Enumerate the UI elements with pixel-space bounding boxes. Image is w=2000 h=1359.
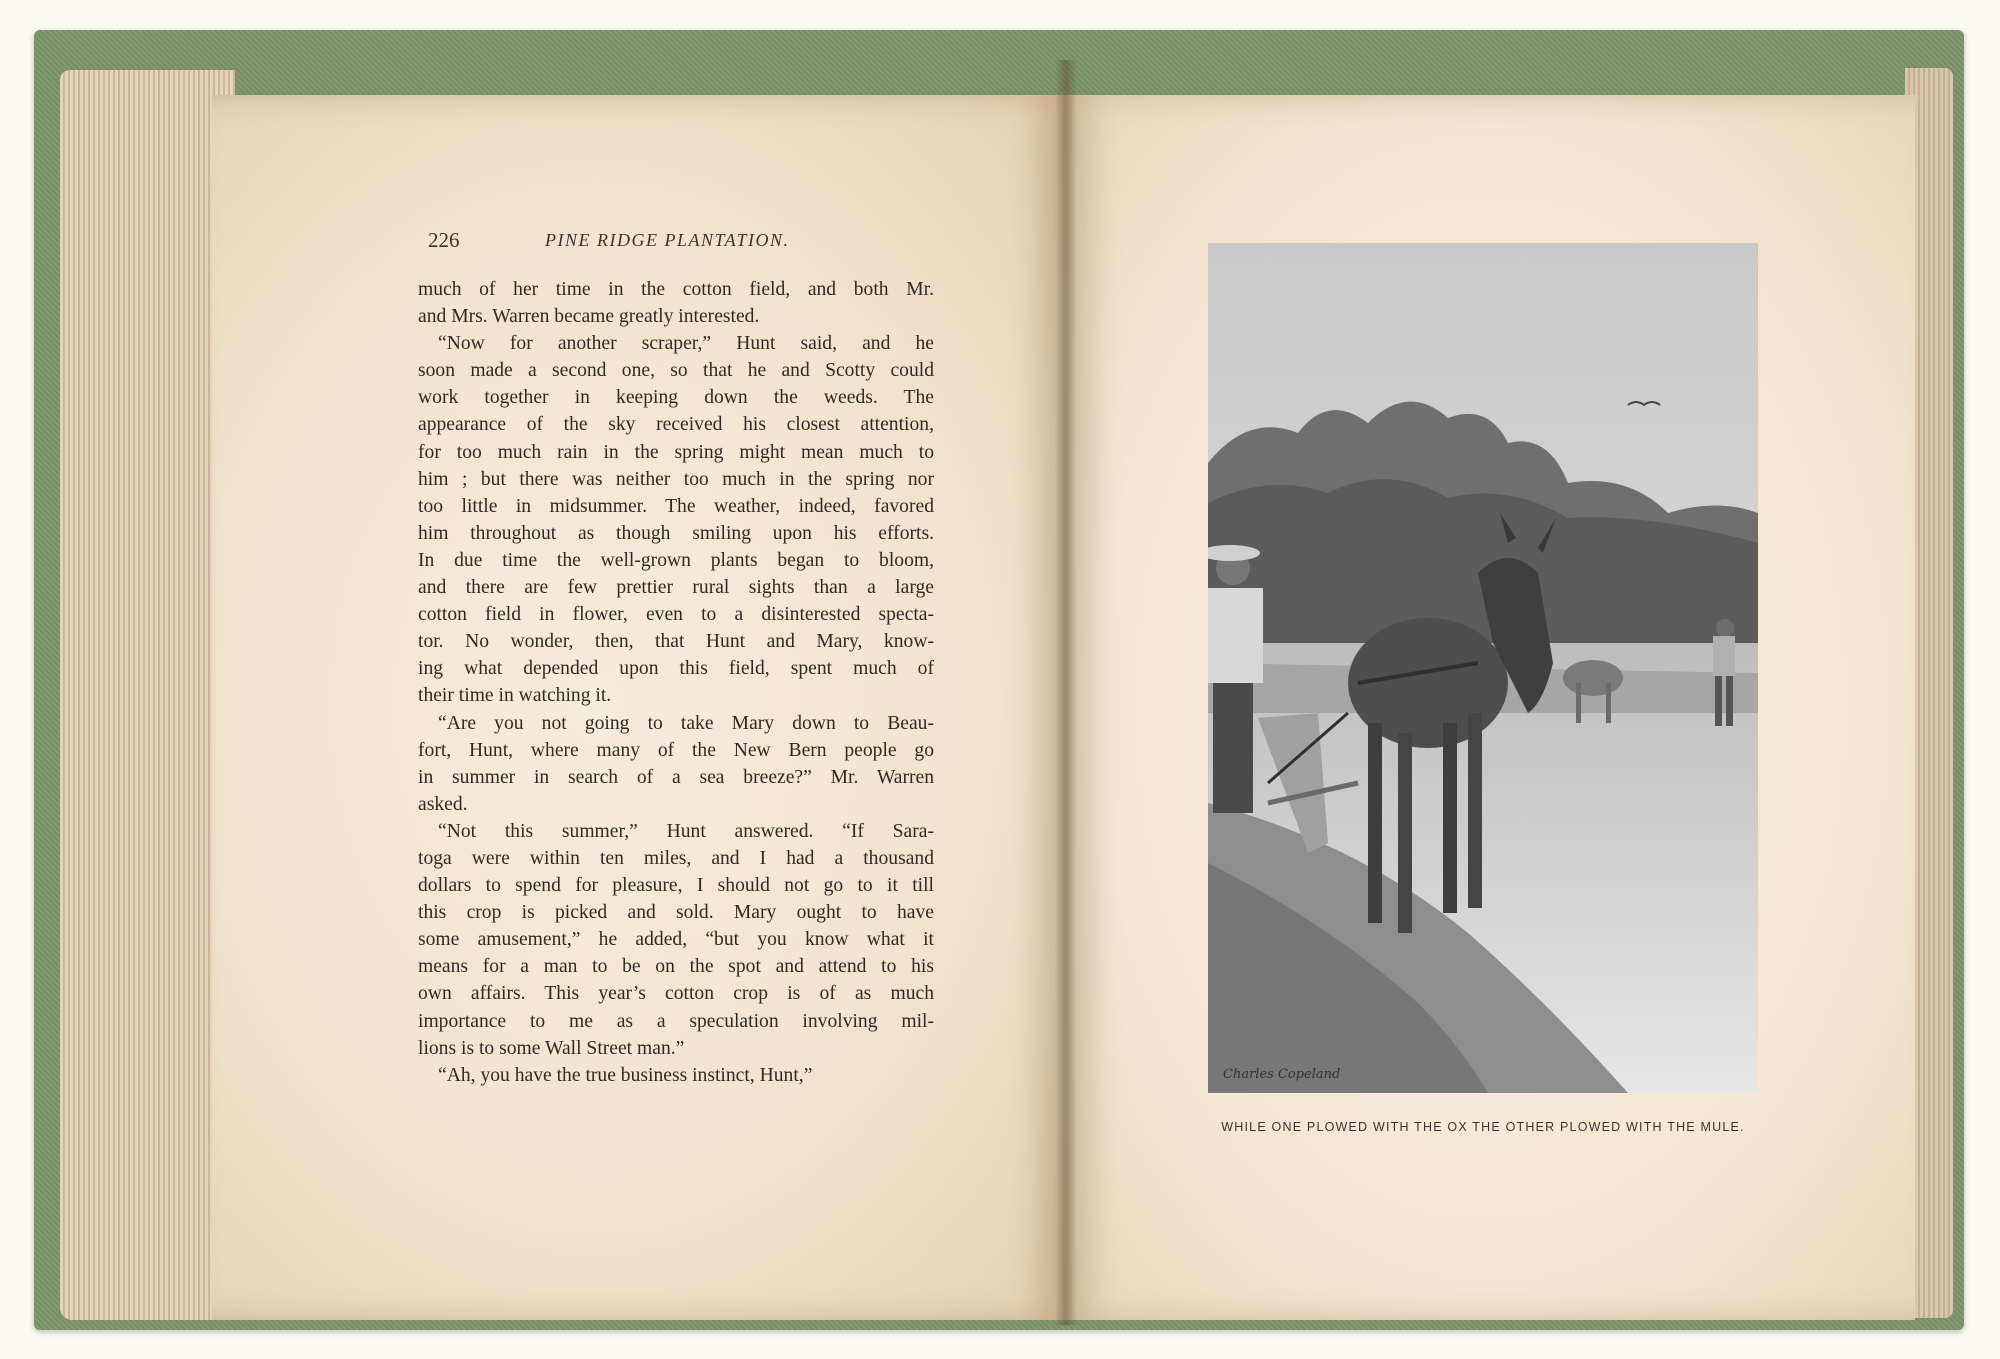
illustration-caption: WHILE ONE PLOWED WITH THE OX THE OTHER PLOWED WITH THE MULE. — [1221, 1120, 1745, 1134]
text-line: “Not this summer,” Hunt answered. “If Sara- — [438, 820, 934, 842]
body-text — [418, 276, 934, 1089]
text-line: some amusement,” he added, “but you know what it — [418, 929, 934, 951]
text-line: appearance of the sky received his closest attention, — [418, 414, 934, 436]
text-line: fort, Hunt, where many of the New Bern people go — [418, 739, 934, 761]
text-line: In due time the well-grown plants began to bloom, — [418, 549, 934, 571]
text-line: him throughout as though smiling upon his efforts. — [418, 522, 934, 544]
text-line: tor. No wonder, then, that Hunt and Mary, know- — [418, 631, 934, 653]
page-edges-left — [60, 70, 235, 1320]
text-line: him ; but there was neither too much in the spring nor — [418, 468, 934, 490]
running-head — [428, 228, 928, 258]
running-title: PINE RIDGE PLANTATION. — [545, 230, 790, 250]
text-line: cotton field in flower, even to a disinterested specta- — [418, 604, 934, 626]
text-line: asked. — [418, 793, 468, 815]
text-line: work together in keeping down the weeds. The — [418, 387, 934, 409]
text-line: and Mrs. Warren became greatly interested. — [418, 306, 760, 328]
text-line: “Now for another scraper,” Hunt said, and he — [438, 333, 934, 355]
text-line: their time in watching it. — [418, 685, 612, 707]
text-line: ing what depended upon this field, spent much of — [418, 658, 934, 680]
text-line: lions is to some Wall Street man.” — [418, 1037, 685, 1059]
spine-gutter — [1055, 60, 1077, 1325]
text-line: own affairs. This year’s cotton crop is of as much — [418, 983, 934, 1005]
text-line: “Ah, you have the true business instinct, Hunt,” — [438, 1064, 813, 1086]
plowing-illustration — [1208, 243, 1758, 1093]
text-line: soon made a second one, so that he and Scotty could — [418, 360, 934, 382]
text-line: toga were within ten miles, and I had a thousand — [418, 847, 934, 869]
text-line: means for a man to be on the spot and attend to his — [418, 956, 934, 978]
illustration-signature: Charles Copeland — [1223, 1067, 1341, 1082]
text-line: this crop is picked and sold. Mary ought to have — [418, 902, 934, 924]
illustration-art — [1208, 243, 1758, 1093]
text-line: in summer in search of a sea breeze?” Mr. Warren — [418, 766, 934, 788]
text-line: “Are you not going to take Mary down to Beau- — [438, 712, 934, 734]
text-line: much of her time in the cotton field, and both Mr. — [418, 279, 934, 300]
text-line: and there are few prettier rural sights than a large — [418, 577, 934, 599]
text-line: importance to me as a speculation involving mil- — [418, 1010, 934, 1032]
text-line: too little in midsummer. The weather, indeed, favored — [418, 495, 934, 517]
page-number: 226 — [428, 228, 460, 252]
text-line: dollars to spend for pleasure, I should not go to it till — [418, 875, 934, 897]
text-line: for too much rain in the spring might mean much to — [418, 441, 934, 463]
